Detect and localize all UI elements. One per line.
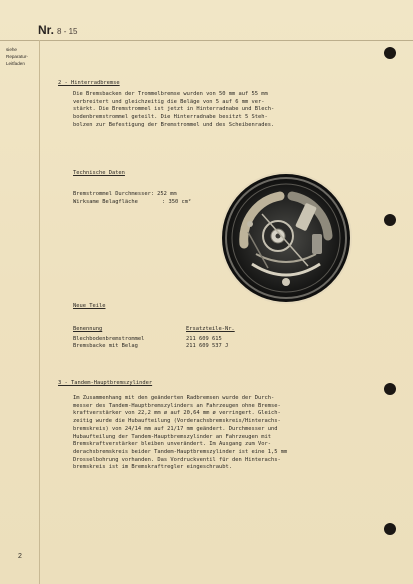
side-note-line: Reparatur- bbox=[6, 54, 28, 59]
section-master-cylinder-text bbox=[73, 395, 373, 472]
tech-label: Wirksame Belagfläche bbox=[73, 198, 138, 205]
parts-table bbox=[73, 326, 373, 351]
side-note-line: Leitfaden bbox=[6, 61, 25, 66]
page-number: 2 bbox=[18, 553, 22, 560]
text-line: Drosselbohrung vorhanden. Das Vordruckventil für den Hinterachs- bbox=[73, 456, 281, 463]
section-heading-rear-brake: 2 - Hinterradbremse bbox=[58, 80, 120, 86]
parts-col-number: Ersatzteile-Nr. bbox=[186, 326, 235, 332]
part-name: Bremsbacke mit Belag bbox=[73, 343, 138, 350]
parts-heading: Neue Teile bbox=[73, 303, 106, 309]
doc-number-value: 8 - 15 bbox=[57, 27, 78, 36]
text-line: derachsbremskreis beider Tandem-Hauptbremszylinder ist eine 1,5 mm bbox=[73, 448, 288, 455]
tech-value: 252 mm bbox=[157, 191, 177, 197]
text-line: Bremskraftverstärker bleiben unverändert. Im Ausgang zum Vor- bbox=[73, 441, 271, 448]
header-divider bbox=[0, 40, 413, 41]
tech-label: Bremstrommel Durchmesser: bbox=[73, 191, 155, 197]
parts-table-header bbox=[73, 326, 373, 334]
section-rear-brake-text bbox=[73, 91, 373, 130]
parts-col-name: Benennung bbox=[73, 326, 103, 332]
part-number: 211 609 615 bbox=[186, 335, 222, 342]
side-note-line: siehe bbox=[6, 47, 17, 52]
text-line: bodenbremstrommel geteilt. Die Hinterradnabe besitzt 5 Steh- bbox=[73, 114, 268, 121]
parts-row bbox=[73, 343, 373, 351]
part-number: 211 609 537 J bbox=[186, 343, 229, 350]
text-line: zeitig wurde die Hubaufteilung (Vorderachsbremskreis/Hinterachs- bbox=[73, 418, 281, 425]
margin-divider bbox=[39, 40, 40, 584]
text-line: Die Bremsbacken der Trommelbremse wurden von 50 mm auf 55 mm bbox=[73, 91, 268, 97]
tech-data-heading: Technische Daten bbox=[73, 170, 125, 176]
text-line: bolzen zur Befestigung der Bremstrommel und des Scheibenrades. bbox=[73, 121, 275, 128]
part-name: Blechbodenbremstrommel bbox=[73, 335, 145, 342]
parts-row bbox=[73, 336, 373, 344]
binder-hole bbox=[384, 47, 396, 59]
text-line: Im Zusammenhang mit den geänderten Radbremsen wurde der Durch- bbox=[73, 395, 275, 401]
text-line: bremskreis) von 24/14 mm auf 21/17 mm geändert. Durchmesser und bbox=[73, 425, 278, 432]
binder-hole bbox=[384, 214, 396, 226]
tech-value: : 350 cm² bbox=[162, 198, 192, 205]
text-line: bremskreis ist im Bremskraftregler eingeschraubt. bbox=[73, 464, 233, 471]
brake-assembly-photo bbox=[222, 174, 350, 302]
binder-hole bbox=[384, 523, 396, 535]
text-line: verbreitert und gleichzeitig die Beläge von 5 auf 6 mm ver- bbox=[73, 98, 265, 105]
binder-hole bbox=[384, 383, 396, 395]
text-line: stärkt. Die Bremstrommel ist jetzt in Hinterradnabe und Blech- bbox=[73, 106, 275, 113]
text-line: Hubaufteilung der Tandem-Hauptbremszylinder an Fahrzeugen mit bbox=[73, 433, 271, 440]
brake-assembly-illustration bbox=[222, 174, 350, 302]
doc-number-label: Nr. bbox=[38, 23, 55, 37]
doc-number bbox=[38, 23, 77, 37]
text-line: kraftverstärker von 22,2 mm ø auf 20,64 mm ø verringert. Gleich- bbox=[73, 410, 281, 417]
section-heading-master-cylinder: 3 - Tandem-Hauptbremszylinder bbox=[58, 380, 153, 386]
side-note bbox=[6, 46, 28, 67]
text-line: messer des Tandem-Hauptbremszylinders an Fahrzeugen ohne Bremse- bbox=[73, 402, 281, 409]
